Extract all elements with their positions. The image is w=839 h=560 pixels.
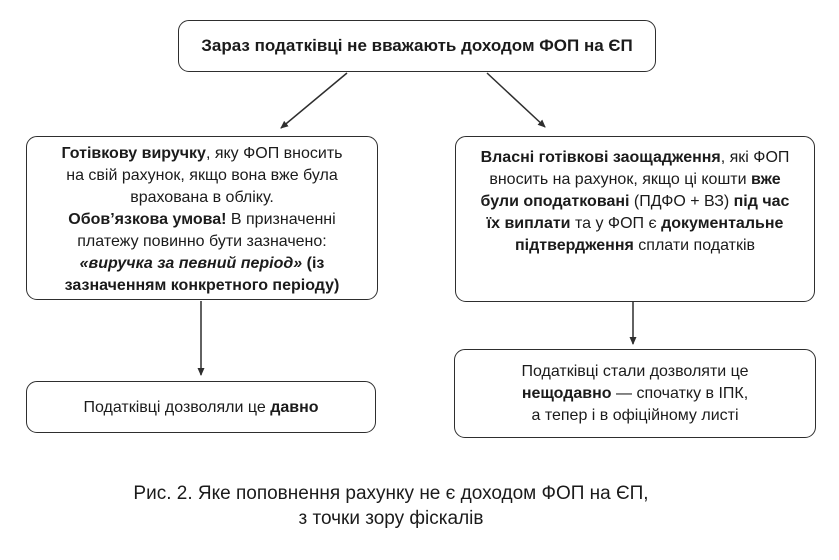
allowed-long-ago-box (26, 381, 376, 433)
figure-caption (0, 481, 782, 531)
personal-savings-box (455, 136, 815, 302)
arrow-top-to-right (487, 73, 545, 127)
personal-savings-text: Власні готівкові заощадження, які ФОП вносить на рахунок, якщо ці кошти вже були оподатковані (ПДФО + ВЗ) під час їх виплати та у ФОП є документальне підтвердження сплати податків (480, 149, 790, 254)
allowed-recently-text: Податківці стали дозволяти це нещодавно — спочатку в ІПК, а тепер і в офіційному листі (521, 362, 749, 424)
figure-caption-line1: Рис. 2. Яке поповнення рахунку не є доходом ФОП на ЄП, (133, 483, 649, 504)
top-statement-box (178, 20, 656, 72)
arrow-top-to-left (281, 73, 347, 128)
allowed-long-ago-text: Податківці дозволяли це давно (83, 398, 319, 416)
cash-revenue-box (26, 136, 378, 300)
figure-caption-line2: з точки зору фіскалів (298, 508, 484, 529)
top-statement-text: Зараз податківці не вважають доходом ФОП на ЄП (201, 36, 633, 55)
allowed-recently-box (454, 349, 816, 438)
cash-revenue-text: Готівкову виручку, яку ФОП вносить на свій рахунок, якщо вона вже була врахована в обліку. Обов’язкова умова! В призначенні платежу повинно бути зазначено: «виручка за певний період» (із зазначенням конкретного періоду) (61, 145, 343, 294)
